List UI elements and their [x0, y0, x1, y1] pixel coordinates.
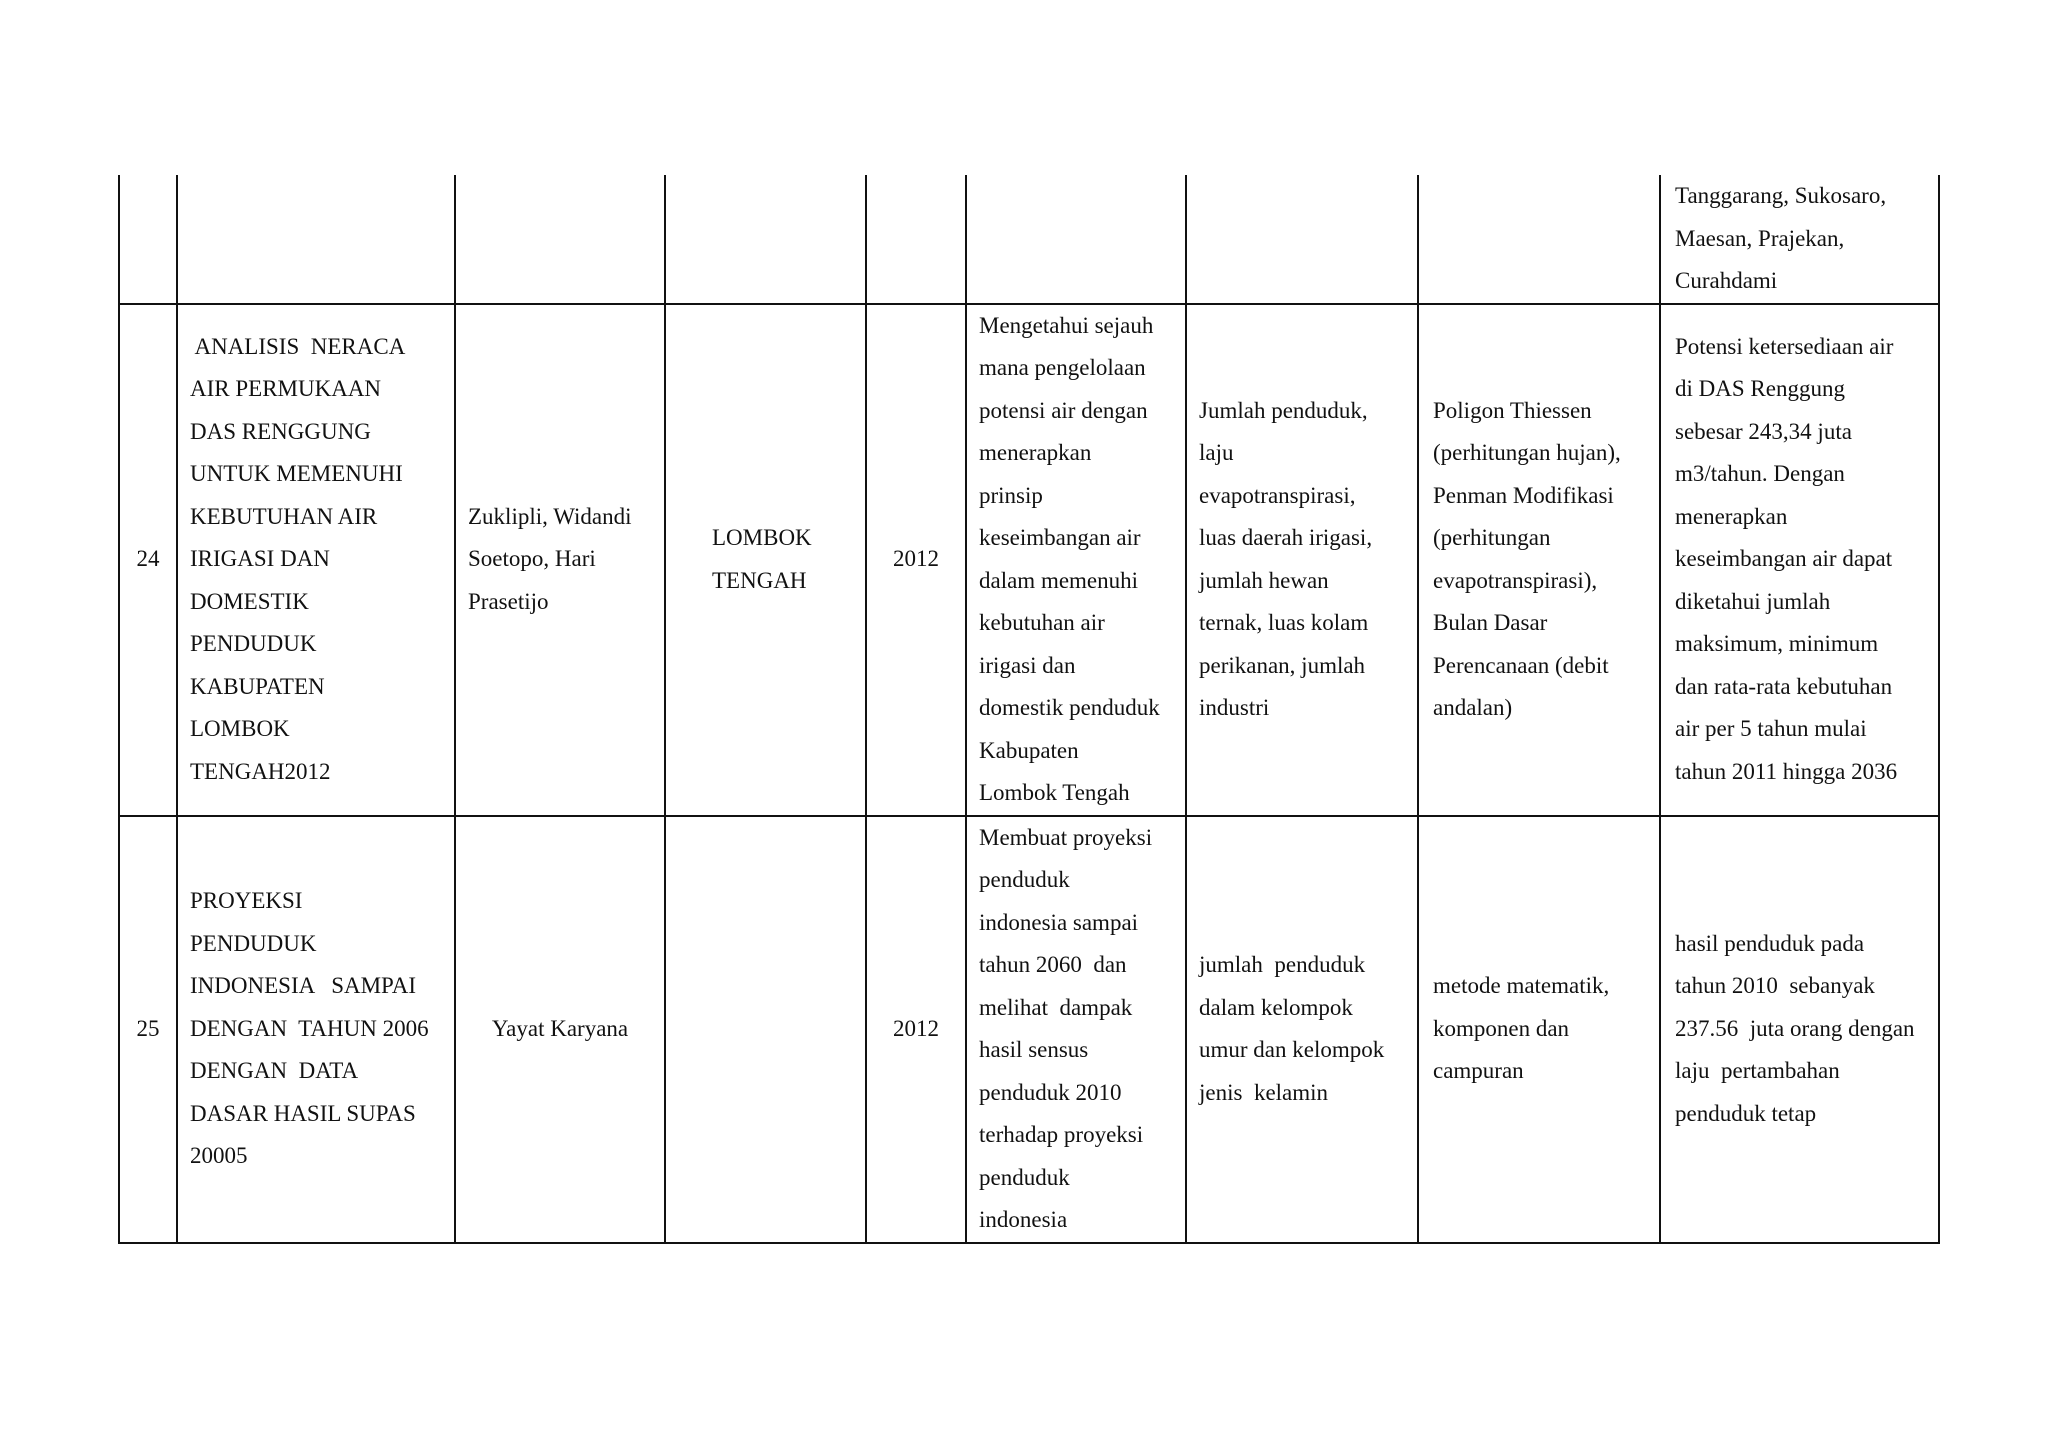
- table-row: [119, 816, 1939, 1243]
- objective-line: mana pengelolaan: [979, 355, 1146, 380]
- result-line: tahun 2011 hingga 2036: [1675, 758, 1898, 784]
- title-line: DENGAN TAHUN 2006: [190, 1015, 429, 1041]
- cell-objective: [966, 304, 1186, 816]
- title-line: DAS RENGGUNG: [190, 418, 371, 444]
- method-line: campuran: [1433, 1058, 1524, 1084]
- result-line: Maesan, Prajekan,: [1675, 225, 1845, 251]
- cell-method: [1418, 175, 1660, 304]
- result-line: hasil penduduk pada: [1675, 930, 1865, 956]
- title-line: TENGAH2012: [190, 758, 331, 784]
- result-line: Tanggarang, Sukosaro,: [1675, 183, 1887, 208]
- table-row-continuation: [119, 175, 1939, 304]
- author-line: Zuklipli, Widandi: [468, 503, 632, 529]
- cell-author: [455, 304, 665, 816]
- cell-result: [1660, 175, 1939, 304]
- objective-line: penduduk 2010: [979, 1079, 1122, 1105]
- title-line: IRIGASI DAN: [190, 546, 330, 572]
- cell-year: [866, 175, 966, 304]
- result-line: menerapkan: [1675, 503, 1788, 529]
- objective-line: Kabupaten: [979, 737, 1079, 763]
- method-line: komponen dan: [1433, 1015, 1570, 1041]
- cell-variables: [1186, 175, 1418, 304]
- objective-line: dalam memenuhi: [979, 567, 1139, 593]
- result-line: Curahdami: [1675, 268, 1778, 293]
- location-line: TENGAH: [712, 567, 807, 593]
- cell-result: [1660, 304, 1939, 816]
- cell-author: [455, 175, 665, 304]
- title-line: DASAR HASIL SUPAS: [190, 1100, 416, 1126]
- result-line: air per 5 tahun mulai: [1675, 716, 1867, 742]
- title-line: PENDUDUK: [190, 930, 317, 956]
- title-line: KABUPATEN: [190, 673, 325, 699]
- variables-line: luas daerah irigasi,: [1199, 525, 1373, 550]
- title-line: INDONESIA SAMPAI: [190, 973, 416, 999]
- method-line: metode matematik,: [1433, 973, 1610, 999]
- title-line: PENDUDUK: [190, 631, 317, 657]
- title-line: DENGAN DATA: [190, 1058, 359, 1084]
- result-line: diketahui jumlah: [1675, 588, 1831, 614]
- result-line: di DAS Renggung: [1675, 376, 1845, 402]
- cell-location: [665, 304, 866, 816]
- cell-location: [665, 816, 866, 1243]
- title-line: AIR PERMUKAAN: [190, 376, 382, 402]
- result-line: laju pertambahan: [1675, 1058, 1840, 1084]
- objective-line: potensi air dengan: [979, 397, 1148, 423]
- objective-line: prinsip: [979, 482, 1043, 508]
- location-line: LOMBOK: [712, 525, 812, 550]
- title-line: ANALISIS NERACA: [190, 333, 406, 359]
- table-row: [119, 304, 1939, 816]
- objective-line: menerapkan: [979, 440, 1092, 465]
- cell-no: 24: [119, 304, 177, 816]
- objective-line: indonesia sampai: [979, 909, 1139, 935]
- method-line: (perhitungan hujan),: [1433, 440, 1621, 465]
- title-line: LOMBOK: [190, 716, 290, 742]
- result-line: dan rata-rata kebutuhan: [1675, 673, 1893, 699]
- objective-line: terhadap proyeksi: [979, 1122, 1144, 1147]
- cell-author: [455, 816, 665, 1243]
- cell-variables: [1186, 304, 1418, 816]
- objective-line: irigasi dan: [979, 652, 1076, 678]
- objective-line: Lombok Tengah: [979, 780, 1130, 805]
- author-line: Prasetijo: [468, 588, 549, 614]
- objective-line: kebutuhan air: [979, 610, 1105, 635]
- objective-line: keseimbangan air: [979, 525, 1141, 550]
- result-line: sebesar 243,34 juta: [1675, 418, 1852, 444]
- author-line: Yayat Karyana: [491, 1015, 629, 1041]
- variables-line: industri: [1199, 695, 1270, 720]
- title-line: KEBUTUHAN AIR: [190, 503, 378, 529]
- objective-line: melihat dampak: [979, 994, 1133, 1020]
- variables-line: Jumlah penduduk,: [1199, 397, 1368, 423]
- cell-objective: [966, 816, 1186, 1243]
- objective-line: tahun 2060 dan: [979, 952, 1127, 977]
- cell-year: 2012: [866, 816, 966, 1243]
- result-line: Potensi ketersediaan air: [1675, 333, 1894, 359]
- cell-result: [1660, 816, 1939, 1243]
- objective-line: Membuat proyeksi: [979, 824, 1153, 850]
- result-line: penduduk tetap: [1675, 1100, 1817, 1126]
- variables-line: umur dan kelompok: [1199, 1037, 1385, 1062]
- objective-line: penduduk: [979, 867, 1070, 892]
- objective-line: penduduk: [979, 1164, 1070, 1190]
- result-line: tahun 2010 sebanyak: [1675, 973, 1875, 999]
- title-line: UNTUK MEMENUHI: [190, 461, 403, 487]
- cell-year: 2012: [866, 304, 966, 816]
- objective-line: hasil sensus: [979, 1037, 1089, 1062]
- method-line: Poligon Thiessen: [1433, 397, 1592, 423]
- cell-objective: [966, 175, 1186, 304]
- objective-line: domestik penduduk: [979, 695, 1160, 720]
- objective-line: Mengetahui sejauh: [979, 312, 1154, 338]
- method-line: andalan): [1433, 695, 1513, 720]
- variables-line: jumlah penduduk: [1199, 952, 1366, 977]
- result-line: m3/tahun. Dengan: [1675, 461, 1845, 487]
- method-line: Penman Modifikasi: [1433, 482, 1614, 508]
- variables-line: ternak, luas kolam: [1199, 610, 1369, 635]
- cell-method: [1418, 304, 1660, 816]
- method-line: (perhitungan: [1433, 525, 1551, 550]
- cell-title: [177, 175, 455, 304]
- cell-no: 25: [119, 816, 177, 1243]
- cell-title: [177, 304, 455, 816]
- cell-location: [665, 175, 866, 304]
- cell-method: [1418, 816, 1660, 1243]
- variables-line: evapotranspirasi,: [1199, 482, 1356, 508]
- objective-line: indonesia: [979, 1207, 1068, 1232]
- variables-line: jumlah hewan: [1199, 567, 1329, 593]
- cell-variables: [1186, 816, 1418, 1243]
- result-line: 237.56 juta orang dengan: [1675, 1015, 1915, 1041]
- result-line: keseimbangan air dapat: [1675, 546, 1893, 572]
- result-line: maksimum, minimum: [1675, 631, 1879, 657]
- method-line: Bulan Dasar: [1433, 610, 1548, 635]
- research-table: [118, 175, 1940, 1244]
- title-line: PROYEKSI: [190, 888, 303, 914]
- cell-no: [119, 175, 177, 304]
- variables-line: jenis kelamin: [1199, 1079, 1329, 1105]
- variables-line: laju: [1199, 440, 1234, 465]
- variables-line: perikanan, jumlah: [1199, 652, 1366, 678]
- method-line: evapotranspirasi),: [1433, 567, 1598, 593]
- title-line: DOMESTIK: [190, 588, 309, 614]
- title-line: 20005: [190, 1143, 248, 1169]
- cell-title: [177, 816, 455, 1243]
- author-line: Soetopo, Hari: [468, 546, 596, 572]
- method-line: Perencanaan (debit: [1433, 652, 1609, 678]
- variables-line: dalam kelompok: [1199, 994, 1353, 1020]
